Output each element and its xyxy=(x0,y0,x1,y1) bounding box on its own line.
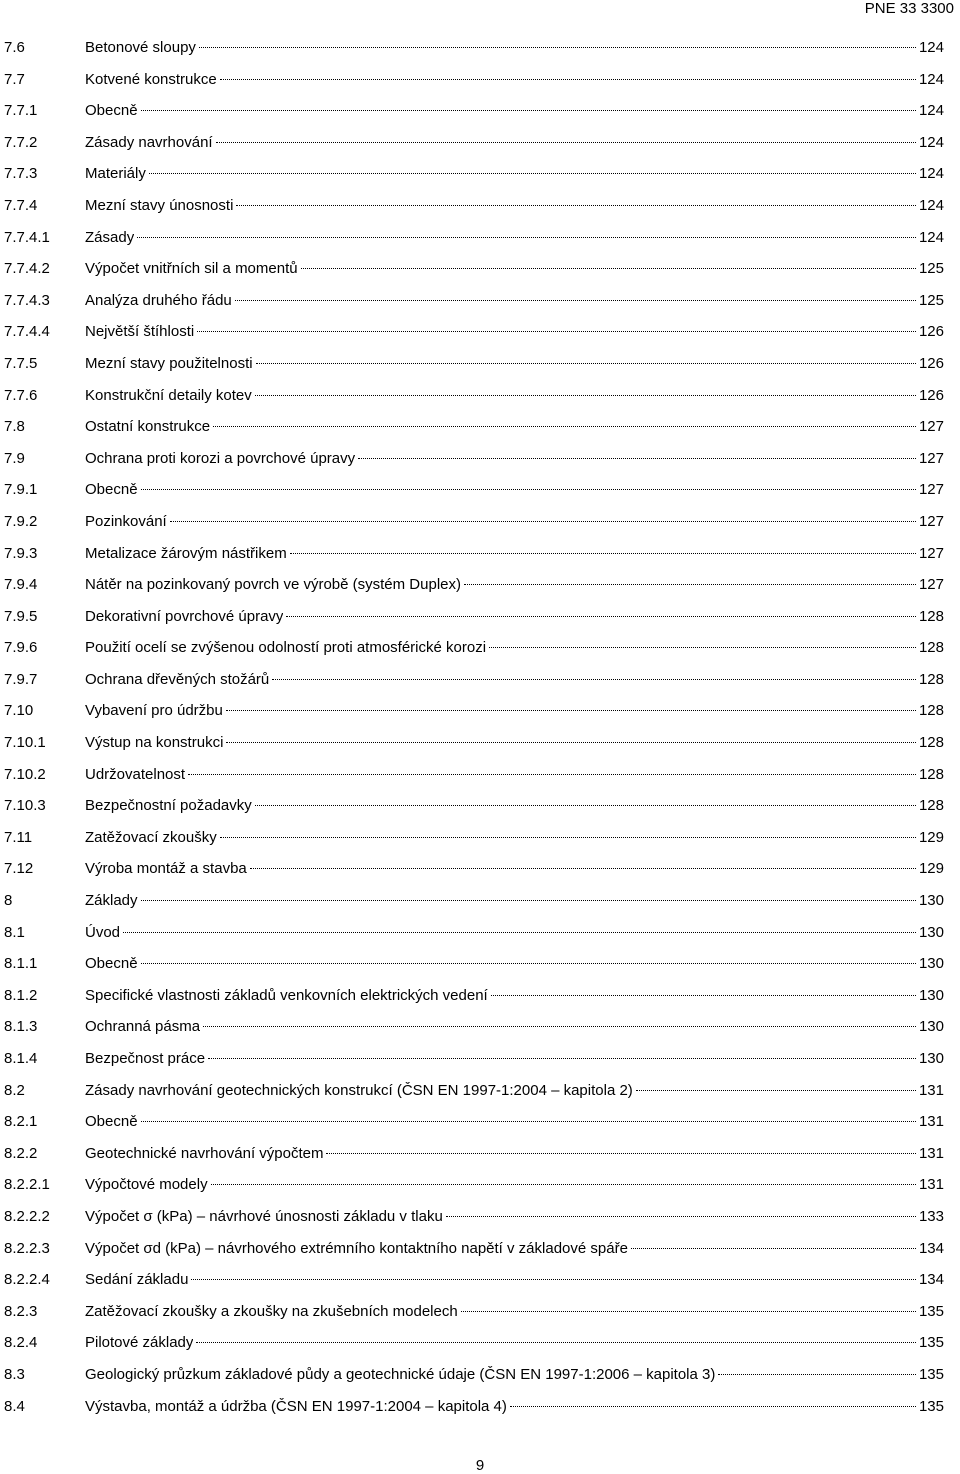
toc-entry-number: 7.12 xyxy=(4,860,34,878)
toc-entry-number: 7.9 xyxy=(4,449,25,467)
dot-leader xyxy=(208,1058,916,1059)
toc-entry[interactable] xyxy=(0,886,944,918)
toc-entry-title[interactable]: Mezní stavy použitelnosti xyxy=(85,354,253,372)
dot-leader xyxy=(236,205,916,206)
toc-entry-page: 130 xyxy=(918,1018,944,1036)
dot-leader xyxy=(149,173,916,174)
toc-entry[interactable] xyxy=(0,1012,944,1044)
toc-entry-number: 7.8 xyxy=(4,418,25,436)
toc-entry-page: 130 xyxy=(918,986,944,1004)
toc-entry-line xyxy=(85,1271,944,1288)
dot-leader xyxy=(199,47,916,48)
dot-leader xyxy=(255,805,916,806)
toc-entry[interactable] xyxy=(0,317,944,349)
toc-entry-line xyxy=(85,1334,944,1351)
toc-entry-number: 8.2.4 xyxy=(4,1334,38,1352)
toc-entry-title[interactable]: Betonové sloupy xyxy=(85,39,196,56)
toc-entry-number: 7.7.1 xyxy=(4,102,38,120)
toc-entry-line xyxy=(85,260,944,277)
toc-entry-page: 129 xyxy=(918,828,944,846)
toc-entry-title[interactable]: Dekorativní povrchové úpravy xyxy=(85,607,284,625)
toc-entry-line xyxy=(85,860,944,877)
toc-entry[interactable] xyxy=(0,918,944,950)
toc-entry-title[interactable]: Ochrana dřevěných stožárů xyxy=(85,670,270,688)
dot-leader xyxy=(235,300,916,301)
toc-entry-page: 126 xyxy=(918,386,944,404)
toc-entry-page: 130 xyxy=(918,892,944,910)
toc-entry-line xyxy=(85,1145,944,1162)
toc-entry-number: 8.2.2.1 xyxy=(4,1176,50,1194)
dot-leader xyxy=(250,868,916,869)
toc-entry-number: 8.3 xyxy=(4,1365,25,1383)
toc-entry-page: 134 xyxy=(918,1239,944,1257)
toc-entry-line xyxy=(85,1176,944,1193)
toc-entry-page: 131 xyxy=(918,1113,944,1131)
toc-entry-page: 128 xyxy=(918,670,944,688)
toc-entry-number: 7.7.4.1 xyxy=(4,228,50,246)
toc-entry-page: 131 xyxy=(918,1144,944,1162)
toc-entry-line xyxy=(85,1303,944,1320)
toc-entry-title[interactable]: Úvod xyxy=(85,923,121,941)
toc-entry-line xyxy=(85,1082,944,1099)
toc-entry-line xyxy=(85,829,944,846)
toc-entry-title[interactable]: Udržovatelnost xyxy=(85,765,186,783)
toc-entry-line xyxy=(85,481,944,498)
toc-entry-number: 7.9.5 xyxy=(4,607,38,625)
toc-entry[interactable] xyxy=(0,1139,944,1171)
toc-entry[interactable] xyxy=(0,1297,944,1329)
toc-entry-number: 8.2.2.2 xyxy=(4,1207,50,1225)
toc-entry-page: 125 xyxy=(918,291,944,309)
toc-entry-title[interactable]: Bezpečnost práce xyxy=(85,1050,206,1067)
toc-entry-page: 124 xyxy=(918,165,944,183)
dot-leader xyxy=(191,1279,916,1280)
toc-entry-line xyxy=(85,450,944,467)
toc-entry-title[interactable]: Ochrana proti korozi a povrchové úpravy xyxy=(85,449,356,467)
toc-entry-title[interactable]: Základy xyxy=(85,892,138,910)
toc-entry-line xyxy=(85,924,944,941)
table-of-contents xyxy=(0,33,944,1423)
toc-entry-title[interactable]: Výpočet vnitřních sil a momentů xyxy=(85,260,298,278)
toc-entry-title[interactable]: Nátěr na pozinkovaný povrch ve výrobě (systém Duplex) xyxy=(85,576,461,594)
toc-entry[interactable] xyxy=(0,1107,944,1139)
toc-entry[interactable] xyxy=(0,1234,944,1266)
toc-entry-line xyxy=(85,1050,944,1067)
toc-entry[interactable] xyxy=(0,791,944,823)
toc-entry-page: 127 xyxy=(918,418,944,436)
toc-entry-page: 128 xyxy=(918,734,944,752)
toc-entry-page: 125 xyxy=(918,260,944,278)
toc-entry[interactable] xyxy=(0,475,944,507)
dot-leader xyxy=(141,900,916,901)
toc-entry-number: 8.1.4 xyxy=(4,1050,38,1067)
toc-entry-page: 131 xyxy=(918,1081,944,1099)
toc-entry-line xyxy=(85,387,944,404)
toc-entry-title[interactable]: Bezpečnostní požadavky xyxy=(85,797,252,815)
dot-leader xyxy=(461,1311,916,1312)
toc-entry-title[interactable]: Obecně xyxy=(85,481,138,499)
toc-entry-title[interactable]: Ochranná pásma xyxy=(85,1018,201,1036)
dot-leader xyxy=(464,584,916,585)
dot-leader xyxy=(203,1026,916,1027)
toc-entry-number: 8.2.2.4 xyxy=(4,1271,50,1289)
toc-entry-line xyxy=(85,987,944,1004)
toc-entry-page: 124 xyxy=(918,133,944,151)
toc-entry-title[interactable]: Pilotové základy xyxy=(85,1334,194,1352)
toc-entry-line xyxy=(85,39,944,56)
dot-leader xyxy=(141,963,916,964)
toc-entry-page: 128 xyxy=(918,765,944,783)
toc-entry-number: 7.7.4 xyxy=(4,196,38,214)
toc-entry-number: 7.10.3 xyxy=(4,797,46,815)
toc-entry[interactable] xyxy=(0,1328,944,1360)
toc-entry-number: 7.7.4.3 xyxy=(4,291,50,309)
toc-entry-title[interactable]: Zásady navrhování geotechnických konstrukcí (ČSN EN 1997-1:2004 – kapitola 2) xyxy=(85,1081,633,1099)
toc-entry-number: 8.2.3 xyxy=(4,1302,38,1320)
toc-entry[interactable] xyxy=(0,665,944,697)
toc-entry-page: 128 xyxy=(918,797,944,815)
toc-entry[interactable] xyxy=(0,507,944,539)
toc-entry[interactable] xyxy=(0,1076,944,1108)
toc-entry-title[interactable]: Obecně xyxy=(85,955,138,973)
toc-entry-line xyxy=(85,165,944,182)
toc-entry-number: 7.10.1 xyxy=(4,734,46,752)
toc-entry-title[interactable]: Ostatní konstrukce xyxy=(85,418,211,436)
toc-entry-line xyxy=(85,292,944,309)
dot-leader xyxy=(220,79,916,80)
toc-entry-title[interactable]: Geologický průzkum základové půdy a geotechnické údaje (ČSN EN 1997-1:2006 – kapitola 3) xyxy=(85,1365,716,1383)
toc-entry-number: 7.9.1 xyxy=(4,481,38,499)
dot-leader xyxy=(301,268,916,269)
toc-entry-line xyxy=(85,71,944,88)
dot-leader xyxy=(718,1374,916,1375)
toc-entry[interactable] xyxy=(0,444,944,476)
dot-leader xyxy=(286,616,916,617)
toc-entry-page: 124 xyxy=(918,196,944,214)
toc-entry[interactable] xyxy=(0,128,944,160)
toc-entry-number: 8 xyxy=(4,892,13,910)
toc-entry-number: 8.1.1 xyxy=(4,955,38,973)
toc-entry[interactable] xyxy=(0,96,944,128)
toc-entry-line xyxy=(85,1366,944,1383)
toc-entry-line xyxy=(85,797,944,814)
toc-entry-line xyxy=(85,671,944,688)
toc-entry[interactable] xyxy=(0,823,944,855)
toc-entry-page: 126 xyxy=(918,354,944,372)
dot-leader xyxy=(141,489,916,490)
toc-entry-title[interactable]: Výstavba, montáž a údržba (ČSN EN 1997-1:2004 – kapitola 4) xyxy=(85,1397,507,1415)
toc-entry[interactable] xyxy=(0,1360,944,1392)
dot-leader xyxy=(489,647,916,648)
toc-entry-number: 7.10.2 xyxy=(4,765,46,783)
toc-entry-title[interactable]: Zásady xyxy=(85,228,135,246)
toc-entry-number: 7.7.6 xyxy=(4,386,38,404)
dot-leader xyxy=(141,110,916,111)
toc-entry-number: 7.11 xyxy=(4,828,33,846)
toc-entry-page: 126 xyxy=(918,323,944,341)
toc-entry[interactable] xyxy=(0,1044,944,1076)
dot-leader xyxy=(137,237,916,238)
toc-entry[interactable] xyxy=(0,349,944,381)
toc-entry-number: 8.2.2 xyxy=(4,1144,38,1162)
toc-entry-number: 7.7.5 xyxy=(4,354,38,372)
toc-entry-page: 127 xyxy=(918,576,944,594)
dot-leader xyxy=(256,363,916,364)
toc-entry-title[interactable]: Analýza druhého řádu xyxy=(85,291,232,309)
toc-entry-line xyxy=(85,639,944,656)
toc-entry-number: 7.9.7 xyxy=(4,670,38,688)
toc-entry-title[interactable]: Pozinkování xyxy=(85,512,167,530)
toc-entry-page: 127 xyxy=(918,512,944,530)
toc-entry-page: 130 xyxy=(918,1050,944,1067)
toc-entry-line xyxy=(85,513,944,530)
toc-entry[interactable] xyxy=(0,286,944,318)
dot-leader xyxy=(446,1216,916,1217)
toc-entry[interactable] xyxy=(0,728,944,760)
toc-entry-title[interactable]: Mezní stavy únosnosti xyxy=(85,196,234,214)
toc-entry-page: 124 xyxy=(918,39,944,56)
toc-entry-page: 130 xyxy=(918,955,944,973)
toc-entry-title[interactable]: Sedání základu xyxy=(85,1271,189,1289)
toc-entry-line xyxy=(85,608,944,625)
toc-entry-page: 135 xyxy=(918,1302,944,1320)
toc-entry-page: 124 xyxy=(918,228,944,246)
dot-leader xyxy=(358,458,916,459)
toc-entry-page: 134 xyxy=(918,1271,944,1289)
toc-entry-page: 133 xyxy=(918,1207,944,1225)
toc-entry-number: 7.7 xyxy=(4,70,25,88)
dot-leader xyxy=(141,1121,916,1122)
dot-leader xyxy=(326,1153,916,1154)
dot-leader xyxy=(197,331,916,332)
toc-entry-title[interactable]: Zásady navrhování xyxy=(85,133,213,151)
toc-entry-page: 127 xyxy=(918,449,944,467)
dot-leader xyxy=(216,142,916,143)
toc-entry-number: 8.2.2.3 xyxy=(4,1239,50,1257)
dot-leader xyxy=(213,426,916,427)
toc-entry-number: 8.1 xyxy=(4,923,25,941)
toc-entry[interactable] xyxy=(0,1170,944,1202)
toc-entry-page: 135 xyxy=(918,1397,944,1415)
toc-entry-page: 128 xyxy=(918,607,944,625)
toc-entry-page: 129 xyxy=(918,860,944,878)
toc-entry-page: 131 xyxy=(918,1176,944,1194)
toc-entry[interactable] xyxy=(0,696,944,728)
toc-entry-title[interactable]: Výroba montáž a stavba xyxy=(85,860,247,878)
dot-leader xyxy=(272,679,916,680)
toc-entry[interactable] xyxy=(0,981,944,1013)
toc-entry-line xyxy=(85,892,944,909)
toc-entry-title[interactable]: Obecně xyxy=(85,102,138,120)
toc-entry[interactable] xyxy=(0,760,944,792)
toc-entry[interactable] xyxy=(0,381,944,413)
toc-entry-title[interactable]: Největší štíhlosti xyxy=(85,323,195,341)
dot-leader xyxy=(510,1406,916,1407)
toc-entry[interactable] xyxy=(0,570,944,602)
page-number: 9 xyxy=(475,1457,485,1474)
toc-entry-line xyxy=(85,355,944,372)
toc-entry-number: 8.4 xyxy=(4,1397,25,1415)
toc-entry[interactable] xyxy=(0,254,944,286)
toc-entry-number: 7.7.3 xyxy=(4,165,38,183)
toc-entry[interactable] xyxy=(0,65,944,97)
dot-leader xyxy=(196,1342,916,1343)
toc-entry-page: 128 xyxy=(918,702,944,720)
toc-entry[interactable] xyxy=(0,223,944,255)
toc-entry-line xyxy=(85,1018,944,1035)
toc-entry-title[interactable]: Výpočet σ (kPa) – návrhové únosnosti základu v tlaku xyxy=(85,1207,443,1225)
toc-entry-number: 7.7.4.2 xyxy=(4,260,50,278)
toc-entry-number: 8.1.2 xyxy=(4,986,38,1004)
dot-leader xyxy=(170,521,916,522)
toc-entry[interactable] xyxy=(0,1265,944,1297)
toc-entry-title[interactable]: Materiály xyxy=(85,165,146,183)
toc-entry-page: 127 xyxy=(918,481,944,499)
toc-entry[interactable] xyxy=(0,633,944,665)
toc-entry-line xyxy=(85,102,944,119)
toc-entry[interactable] xyxy=(0,854,944,886)
toc-entry[interactable] xyxy=(0,33,944,65)
toc-entry-number: 7.7.4.4 xyxy=(4,323,50,341)
toc-entry-line xyxy=(85,766,944,783)
toc-entry-line xyxy=(85,955,944,972)
toc-entry[interactable] xyxy=(0,159,944,191)
toc-entry-page: 135 xyxy=(918,1334,944,1352)
toc-entry-title[interactable]: Geotechnické navrhování výpočtem xyxy=(85,1144,324,1162)
toc-entry-line xyxy=(85,323,944,340)
dot-leader xyxy=(290,553,916,554)
toc-entry-title[interactable]: Zatěžovací zkoušky a zkoušky na zkušebních modelech xyxy=(85,1302,458,1320)
toc-entry-number: 7.9.6 xyxy=(4,639,38,657)
toc-entry-page: 127 xyxy=(918,544,944,562)
toc-entry-line xyxy=(85,1240,944,1257)
toc-entry[interactable] xyxy=(0,1202,944,1234)
dot-leader xyxy=(226,710,916,711)
toc-entry-line xyxy=(85,1113,944,1130)
toc-entry-line xyxy=(85,545,944,562)
toc-entry-title[interactable]: Konstrukční detaily kotev xyxy=(85,386,252,404)
toc-entry-page: 124 xyxy=(918,70,944,88)
toc-entry-title[interactable]: Metalizace žárovým nástřikem xyxy=(85,544,287,562)
toc-entry[interactable] xyxy=(0,1392,944,1424)
toc-entry[interactable] xyxy=(0,949,944,981)
toc-entry-number: 7.9.2 xyxy=(4,512,38,530)
dot-leader xyxy=(188,774,916,775)
toc-entry[interactable] xyxy=(0,412,944,444)
toc-entry-line xyxy=(85,134,944,151)
toc-entry-page: 124 xyxy=(918,102,944,120)
toc-entry-number: 7.10 xyxy=(4,702,34,720)
toc-entry-page: 128 xyxy=(918,639,944,657)
toc-entry-number: 7.7.2 xyxy=(4,133,38,151)
dot-leader xyxy=(631,1248,916,1249)
toc-entry-number: 7.6 xyxy=(4,39,25,56)
toc-entry-number: 8.2.1 xyxy=(4,1113,38,1131)
dot-leader xyxy=(226,742,916,743)
toc-entry-title[interactable]: Výpočtové modely xyxy=(85,1176,208,1194)
toc-entry-line xyxy=(85,197,944,214)
dot-leader xyxy=(220,837,916,838)
toc-entry-title[interactable]: Specifické vlastnosti základů venkovních elektrických vedení xyxy=(85,986,488,1004)
toc-entry-line xyxy=(85,229,944,246)
toc-entry-line xyxy=(85,418,944,435)
toc-entry[interactable] xyxy=(0,602,944,634)
toc-entry[interactable] xyxy=(0,191,944,223)
toc-entry-title[interactable]: Výpočet σd (kPa) – návrhového extrémního kontaktního napětí v základové spáře xyxy=(85,1239,628,1257)
toc-entry-title[interactable]: Vybavení pro údržbu xyxy=(85,702,223,720)
toc-entry-title[interactable]: Použití ocelí se zvýšenou odolností proti atmosférické korozi xyxy=(85,639,487,657)
toc-entry-number: 8.2 xyxy=(4,1081,25,1099)
dot-leader xyxy=(211,1184,916,1185)
dot-leader xyxy=(255,395,916,396)
toc-entry-number: 7.9.3 xyxy=(4,544,38,562)
toc-entry-number: 7.9.4 xyxy=(4,576,38,594)
toc-entry-line xyxy=(85,702,944,719)
toc-entry-title[interactable]: Zatěžovací zkoušky xyxy=(85,828,217,846)
toc-entry-title[interactable]: Obecně xyxy=(85,1113,138,1131)
toc-entry-number: 8.1.3 xyxy=(4,1018,38,1036)
toc-entry-page: 135 xyxy=(918,1365,944,1383)
dot-leader xyxy=(491,995,916,996)
toc-entry[interactable] xyxy=(0,539,944,571)
toc-entry-line xyxy=(85,734,944,751)
document-code: PNE 33 3300 xyxy=(864,0,954,17)
toc-entry-line xyxy=(85,576,944,593)
toc-entry-title[interactable]: Kotvené konstrukce xyxy=(85,70,217,88)
toc-entry-title[interactable]: Výstup na konstrukci xyxy=(85,734,224,752)
dot-leader xyxy=(123,932,916,933)
toc-entry-page: 130 xyxy=(918,923,944,941)
toc-entry-line xyxy=(85,1398,944,1415)
dot-leader xyxy=(636,1090,916,1091)
toc-entry-line xyxy=(85,1208,944,1225)
